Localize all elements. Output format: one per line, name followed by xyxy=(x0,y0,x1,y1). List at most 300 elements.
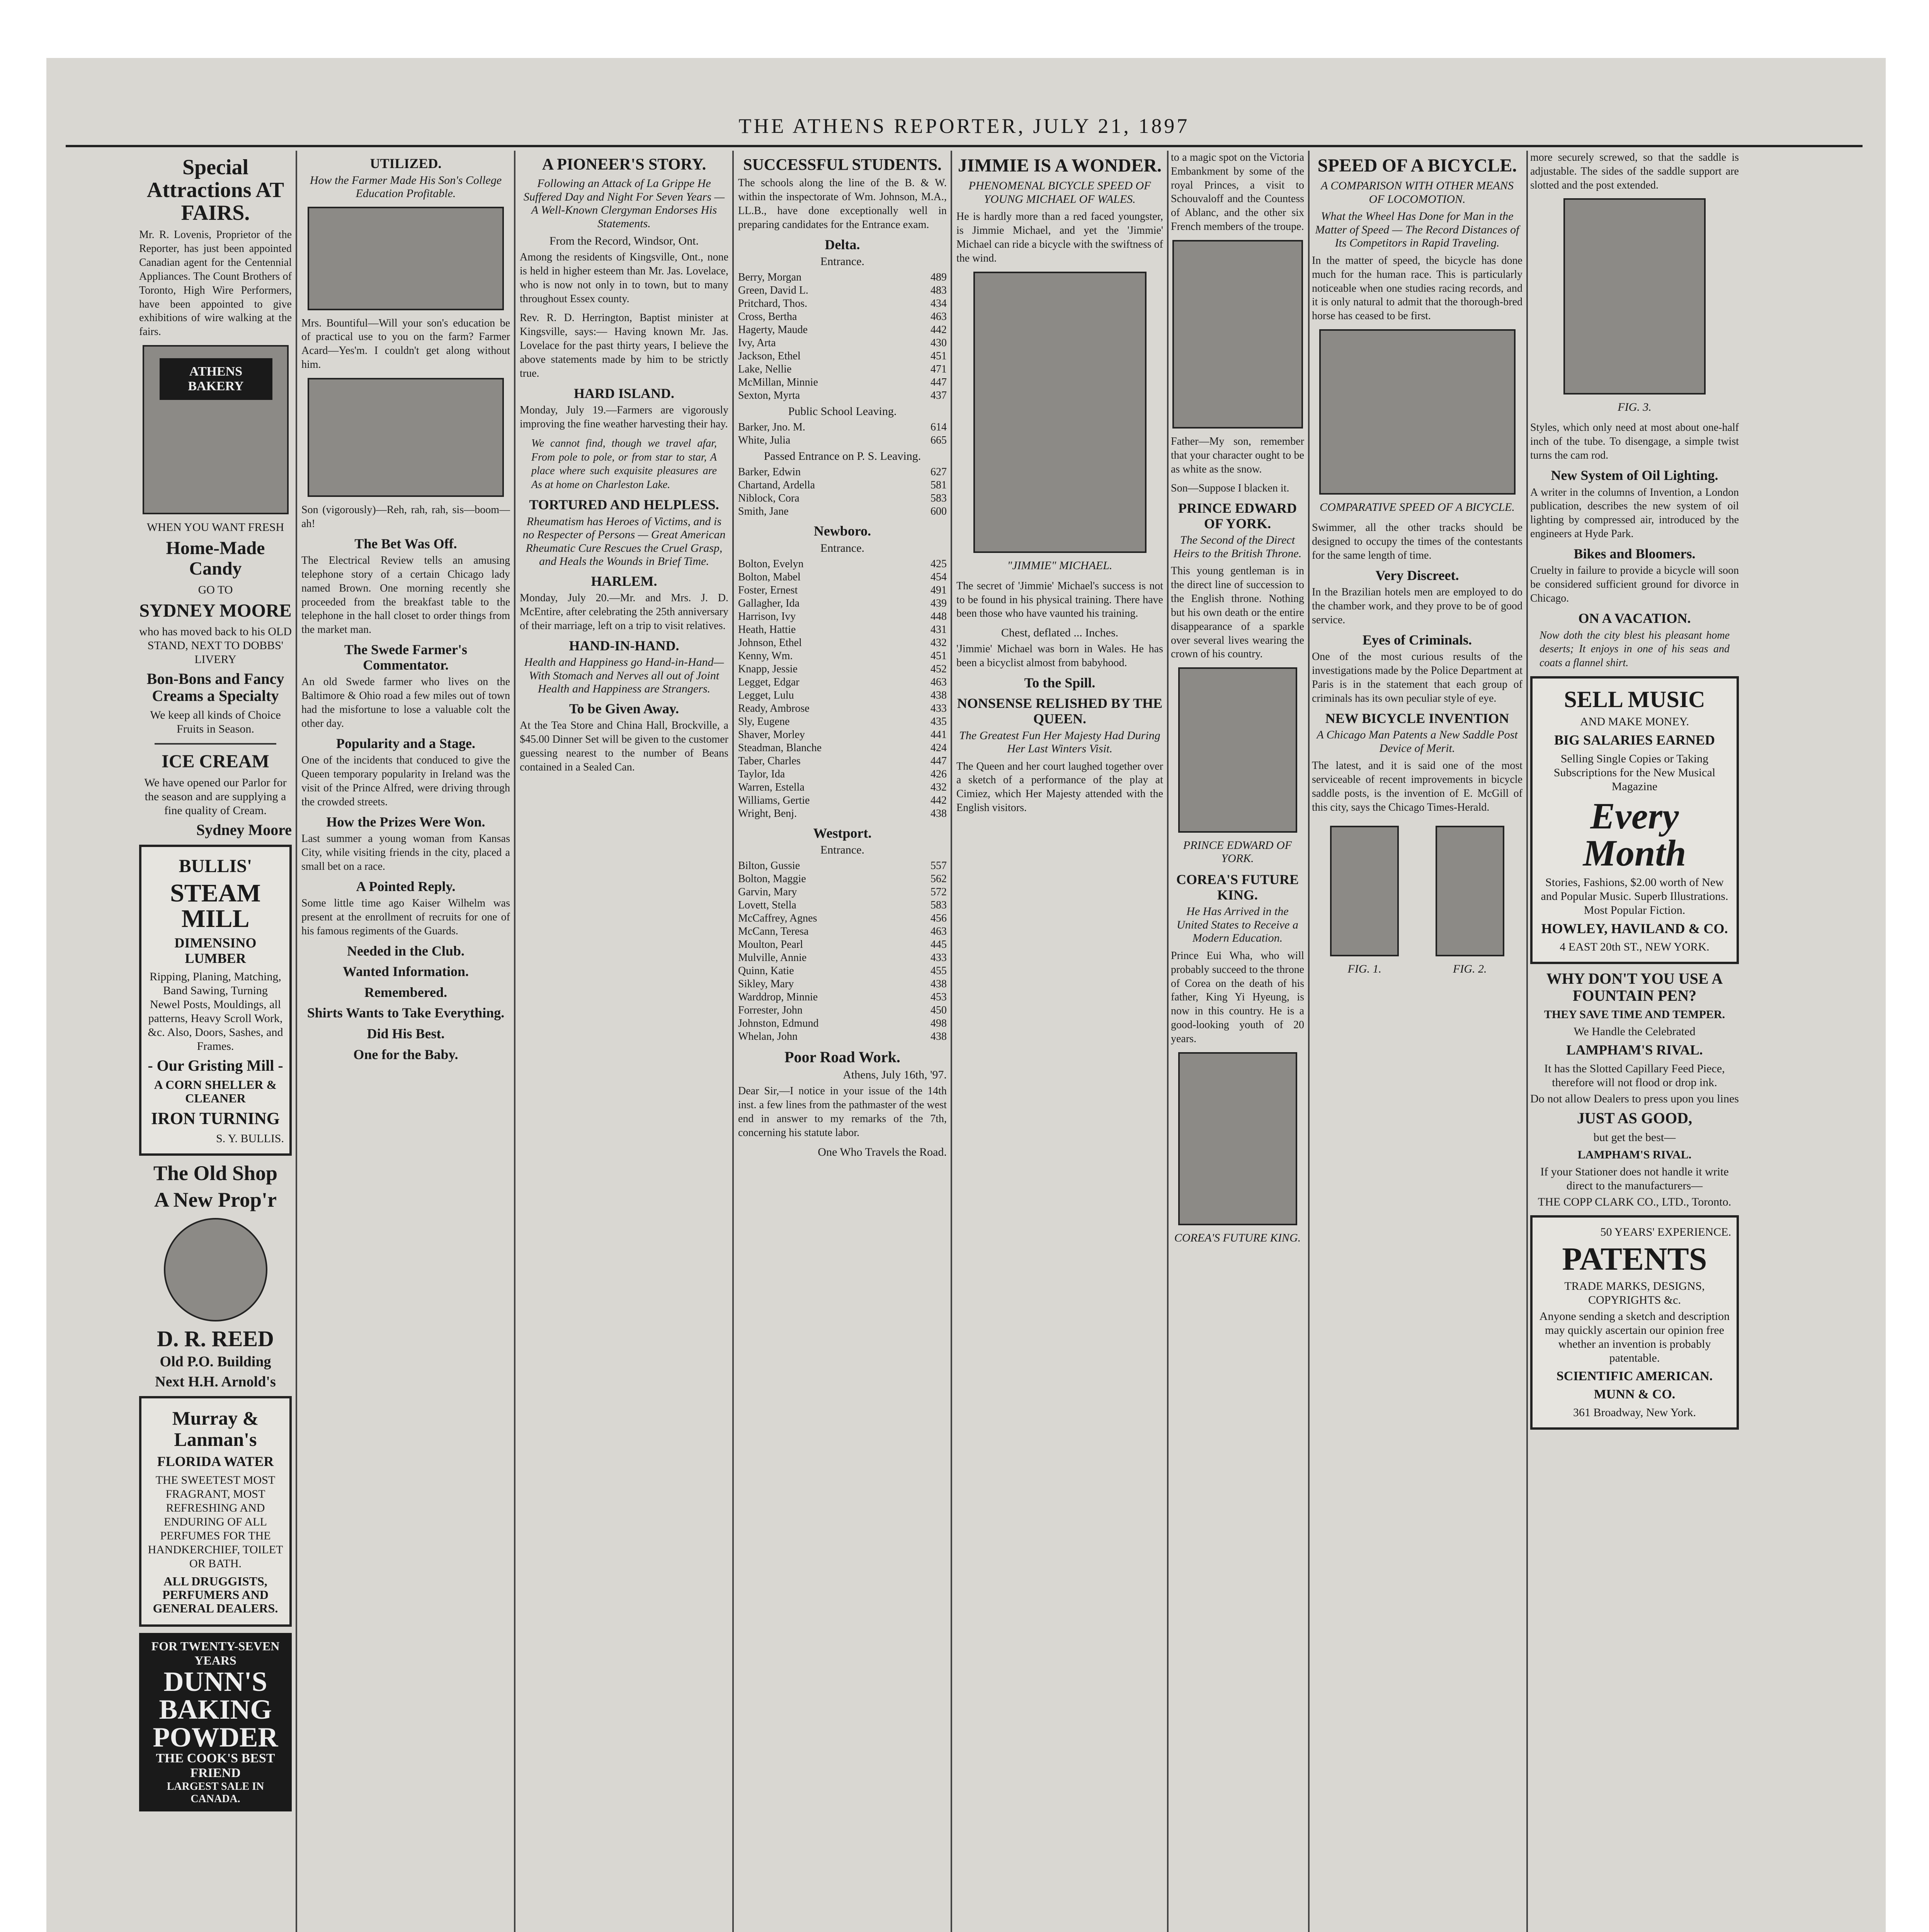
result-row xyxy=(738,1004,947,1017)
result-row xyxy=(738,991,947,1004)
student-score: 498 xyxy=(930,1017,947,1030)
exam-label: Entrance. xyxy=(820,844,865,857)
reed-name: D. R. REED xyxy=(157,1326,274,1351)
result-row xyxy=(738,663,947,676)
bakery-sign: ATHENS BAKERY xyxy=(160,358,272,400)
big-salaries: BIG SALARIES EARNED xyxy=(1554,732,1715,748)
measurements-table: Chest, deflated ... Inches. xyxy=(1001,626,1119,639)
go-to: GO TO xyxy=(198,583,233,596)
article-heading: To be Given Away. xyxy=(569,701,679,716)
article-heading: NEW BICYCLE INVENTION xyxy=(1325,710,1509,726)
student-score: 434 xyxy=(930,298,947,310)
student-score: 424 xyxy=(930,742,947,754)
result-row xyxy=(738,610,947,623)
patents-heading: PATENTS xyxy=(1562,1241,1707,1277)
ripping-text: Ripping, Planing, Matching, Band Sawing, Turning Newel Posts, Mouldings, all patterns, Heavy Scroll Work, &c. Also, Doors, Sashes, and Frames. xyxy=(148,970,283,1053)
student-score: 463 xyxy=(930,925,947,938)
student-name: Taber, Charles xyxy=(738,755,801,767)
steam-mill: STEAM MILL xyxy=(170,879,261,933)
article-text: more securely screwed, so that the saddle is adjustable. The sides of the saddle support are slotted and the post extended. xyxy=(1530,151,1739,191)
article-text: Mrs. Bountiful—Will your son's education be of practical use to you on the farm? Farmer Acard—Yes'm. I couldn't get along without him. xyxy=(301,317,510,371)
munn-co: MUNN & CO. xyxy=(1594,1387,1676,1402)
article-text: Some little time ago Kaiser Wilhelm was present at the enrollment of recruits for one of his famous regiments of the Guards. xyxy=(301,897,510,937)
student-score: 450 xyxy=(930,1004,947,1017)
student-name: Sly, Eugene xyxy=(738,715,790,728)
article-heading: HARLEM. xyxy=(591,573,657,589)
column-york xyxy=(1171,151,1304,1932)
ice-cream-heading: ICE CREAM xyxy=(162,751,269,772)
portrait-caption: COREA'S FUTURE KING. xyxy=(1174,1231,1301,1244)
article-subheading: PHENOMENAL BICYCLE SPEED OF YOUNG MICHAEL OF WALES. xyxy=(968,179,1151,206)
every-month-logo: Every Month xyxy=(1583,795,1686,874)
lamphams-rival: LAMPHAM'S RIVAL. xyxy=(1577,1148,1692,1161)
every-month-text: Stories, Fashions, $2.00 worth of New and Popular Music. Superb Illustrations. Most Popular Fiction. xyxy=(1541,876,1728,917)
student-score: 452 xyxy=(930,663,947,675)
student-name: Bolton, Mabel xyxy=(738,571,801,583)
corn-sheller: A CORN SHELLER & CLEANER xyxy=(154,1078,277,1105)
result-row xyxy=(738,951,947,964)
column-rule xyxy=(951,151,952,1932)
student-name: Ivy, Arta xyxy=(738,337,776,349)
student-name: Sexton, Myrta xyxy=(738,389,800,402)
candy-heading: Home-Made Candy xyxy=(166,538,265,579)
signature: One Who Travels the Road. xyxy=(818,1145,947,1158)
student-score: 454 xyxy=(930,571,947,583)
column-rule xyxy=(296,151,297,1932)
lamphams-rival: LAMPHAM'S RIVAL. xyxy=(1566,1042,1703,1058)
article-subheading: Health and Happiness go Hand-in-Hand—With Stomach and Nerves all out of Joint Health and Happiness are Strangers. xyxy=(524,656,724,696)
result-row xyxy=(738,389,947,402)
column-rule xyxy=(514,151,515,1932)
results-list xyxy=(738,558,947,820)
student-score: 453 xyxy=(930,991,947,1003)
dont-allow: Do not allow Dealers to press upon you lines xyxy=(1530,1092,1739,1105)
attractions-text: Mr. R. Lovenis, Proprietor of the Reporter, has just been appointed Canadian agent for the Centennial Appliances. The Count Brothers of Toronto, High Wire Performers, have been appointed to give exhibitions of wire walking at the fairs. xyxy=(139,229,292,338)
student-score: 557 xyxy=(930,860,947,872)
article-subheading: A Chicago Man Patents a New Saddle Post Device of Merit. xyxy=(1317,728,1518,755)
student-score: 451 xyxy=(930,650,947,662)
student-name: Taylor, Ida xyxy=(738,768,785,780)
music-ad xyxy=(1530,676,1739,964)
column-students xyxy=(738,151,947,1932)
school-name: Westport. xyxy=(813,825,872,841)
result-row xyxy=(738,912,947,925)
article-text: The Electrical Review tells an amusing telephone story of a certain Chicago lady named Brown. One morning recently she proceeded from the breakfast table to the telephone in the hall closet to order things from the market man. xyxy=(301,554,510,636)
portrait-illustration xyxy=(1178,1052,1297,1225)
figure-row xyxy=(1312,820,1522,983)
student-score: 432 xyxy=(930,636,947,649)
result-row xyxy=(738,584,947,597)
largest-sale: LARGEST SALE IN CANADA. xyxy=(167,1781,264,1805)
article-text: An old Swede farmer who lives on the Baltimore & Ohio road a few miles out of town had the misfortune to lose a valuable colt the other day. xyxy=(301,676,510,730)
buggy-illustration xyxy=(308,378,504,497)
student-name: Jackson, Ethel xyxy=(738,350,801,362)
student-name: Harrison, Ivy xyxy=(738,610,796,622)
results-list xyxy=(738,466,947,518)
column-rule xyxy=(1308,151,1310,1932)
article-heading: SPEED OF A BICYCLE. xyxy=(1317,155,1517,176)
howley-address: 4 EAST 20th ST., NEW YORK. xyxy=(1560,940,1710,954)
result-row xyxy=(738,728,947,742)
cartoon-illustration xyxy=(308,207,504,310)
article-subheading: How the Farmer Made His Son's College Education Profitable. xyxy=(310,173,502,200)
result-row xyxy=(738,807,947,820)
student-name: Barker, Edwin xyxy=(738,466,801,478)
student-name: Lovett, Stella xyxy=(738,899,796,912)
student-score: 438 xyxy=(930,689,947,701)
article-heading: A PIONEER'S STORY. xyxy=(542,156,706,173)
article-heading: A Pointed Reply. xyxy=(356,878,456,894)
cyclist-illustration xyxy=(973,272,1147,553)
article-heading: The Swede Farmer's Commentator. xyxy=(344,642,467,673)
student-score: 614 xyxy=(930,421,947,434)
speed-illustration xyxy=(1319,329,1516,495)
article-heading: To the Spill. xyxy=(1024,675,1095,690)
saddle-post-illustration xyxy=(1330,826,1399,956)
munn-address: 361 Broadway, New York. xyxy=(1573,1406,1696,1419)
cooks-friend: THE COOK'S BEST FRIEND xyxy=(156,1751,275,1781)
student-name: White, Julia xyxy=(738,434,791,447)
article-heading: Popularity and a Stage. xyxy=(336,735,476,751)
results-list xyxy=(738,271,947,402)
student-name: Berry, Morgan xyxy=(738,271,802,284)
article-text: This young gentleman is in the direct line of succession to the English throne. Nothing but his own death or the entire disappearance of a sparkle over several lives wearing the crown of his country. xyxy=(1171,565,1304,660)
divider xyxy=(155,743,276,745)
student-name: Kenny, Wm. xyxy=(738,650,793,662)
article-text: Swimmer, all the other tracks should be designed to occupy the times of the contestants for the same length of time. xyxy=(1312,522,1522,561)
dateline: From the Record, Windsor, Ont. xyxy=(549,235,699,248)
student-name: Wright, Benj. xyxy=(738,807,797,820)
article-subheading: What the Wheel Has Done for Man in the Matter of Speed — The Record Distances of Its Competitors in Rapid Traveling. xyxy=(1315,210,1519,250)
figure xyxy=(1436,820,1504,983)
student-name: Barker, Jno. M. xyxy=(738,421,805,434)
result-row xyxy=(738,650,947,663)
article-subheading: Following an Attack of La Grippe He Suffered Day and Night For Seven Years — A Well-Known Clergyman Endorses His Statements. xyxy=(523,177,725,230)
student-score: 435 xyxy=(930,715,947,728)
masthead: THE ATHENS REPORTER, JULY 21, 1897 xyxy=(66,114,1863,147)
student-name: Chartand, Ardella xyxy=(738,479,815,492)
illustration-caption: COMPARATIVE SPEED OF A BICYCLE. xyxy=(1320,501,1515,514)
figure-caption: FIG. 3. xyxy=(1618,401,1652,414)
article-subheading: He Has Arrived in the United States to Receive a Modern Education. xyxy=(1177,905,1298,945)
results-list xyxy=(738,859,947,1043)
student-score: 438 xyxy=(930,807,947,820)
article-heading: One for the Baby. xyxy=(353,1046,458,1062)
article-heading: PRINCE EDWARD OF YORK. xyxy=(1178,500,1297,531)
student-score: 581 xyxy=(930,479,947,492)
student-name: Steadman, Blanche xyxy=(738,742,822,754)
twenty-seven-years: FOR TWENTY-SEVEN YEARS xyxy=(151,1639,280,1668)
article-text: In the matter of speed, the bicycle has done much for the human race. This is particularly noticeable when one studies racing records, and it is only natural to admit that the thorough-bred horse has ceased to be first. xyxy=(1312,254,1522,322)
article-subheading: A COMPARISON WITH OTHER MEANS OF LOCOMOTION. xyxy=(1321,179,1514,206)
article-text: Dear Sir,—I notice in your issue of the 14th inst. a few lines from the pathmaster of the west end in answer to my remarks of the 7th, concerning his statute labor. xyxy=(738,1085,947,1139)
bonbons: Bon-Bons and Fancy Creams a Specialty xyxy=(146,670,284,705)
result-row xyxy=(738,964,947,978)
student-name: Gallagher, Ida xyxy=(738,597,800,609)
student-name: Cross, Bertha xyxy=(738,311,797,323)
student-score: 441 xyxy=(930,728,947,741)
student-name: Legget, Edgar xyxy=(738,676,799,688)
result-row xyxy=(738,337,947,350)
result-row xyxy=(738,636,947,650)
article-heading: Needed in the Club. xyxy=(347,943,465,959)
student-score: 426 xyxy=(930,768,947,780)
article-text: Prince Eui Wha, who will probably succeed to the throne of Corea on the death of his father, King Yi Hyeung, is now in this country. He is a good-looking youth of 20 years. xyxy=(1171,949,1304,1045)
article-text: Rev. R. D. Herrington, Baptist minister at Kingsville, says:— Having known Mr. Jas. Lovelace for the past thirty years, I believe the above statements made by him to be strictly true. xyxy=(520,312,728,379)
result-row xyxy=(738,689,947,702)
cartoon-reply: Son—Suppose I blacken it. xyxy=(1171,482,1289,495)
column-utilized xyxy=(301,151,510,1932)
old-shop: The Old Shop xyxy=(153,1161,278,1185)
figure xyxy=(1330,820,1399,983)
student-score: 572 xyxy=(930,886,947,898)
student-score: 471 xyxy=(930,363,947,376)
dunns-ad xyxy=(139,1633,292,1811)
article-text: One of the incidents that conduced to give the Queen temporary popularity in Ireland was the visit of the Prince Alfred, were driving through the crowded streets. xyxy=(301,754,510,808)
student-name: Forrester, John xyxy=(738,1004,803,1017)
result-row xyxy=(738,434,947,447)
article-text: to a magic spot on the Victoria Embankment by some of the royal Princes, a visit to Schouvaloff and the Countess of Ablanc, and the other six French members of the troupe. xyxy=(1171,151,1304,233)
student-score: 451 xyxy=(930,350,947,362)
student-name: Johnston, Edmund xyxy=(738,1017,819,1030)
post-office-building: Old P.O. Building xyxy=(160,1353,271,1370)
student-name: Pritchard, Thos. xyxy=(738,298,808,310)
result-row xyxy=(738,872,947,886)
dunns-baking-powder: DUNN'S BAKING POWDER xyxy=(153,1666,278,1753)
student-name: McCaffrey, Agnes xyxy=(738,912,817,925)
student-score: 665 xyxy=(930,434,947,447)
barber-illustration xyxy=(164,1218,267,1321)
student-score: 600 xyxy=(930,505,947,518)
result-row xyxy=(738,742,947,755)
article-text: Monday, July 20.—Mr. and Mrs. J. D. McEntire, after celebrating the 25th anniversary of their marriage, left on a trip to visit relatives. xyxy=(520,592,728,632)
cartoon-caption: Father—My son, remember that your character ought to be as white as the snow. xyxy=(1171,435,1304,475)
student-name: Warren, Estella xyxy=(738,781,805,793)
druggists: ALL DRUGGISTS, PERFUMERS AND GENERAL DEALERS. xyxy=(153,1574,278,1616)
result-row xyxy=(738,421,947,434)
article-text: At the Tea Store and China Hall, Brockville, a $45.00 Dinner Set will be given to the customer guessing nearest to the number of Beans contained in a Sealed Can. xyxy=(520,719,728,773)
moore-name: SYDNEY MOORE xyxy=(139,600,292,621)
new-proprietor: A New Prop'r xyxy=(154,1188,277,1212)
result-row xyxy=(738,271,947,284)
want-fresh: WHEN YOU WANT FRESH xyxy=(146,521,284,534)
article-text: The schools along the line of the B. & W. within the inspectorate of Wm. Johnson, M.A., LL.B., have done exceptionally well in preparing candidates for the Entrance exam. xyxy=(738,177,947,231)
article-heading: Did His Best. xyxy=(367,1026,445,1042)
moore-address: who has moved back to his OLD STAND, NEXT TO DOBBS' LIVERY xyxy=(139,625,292,666)
student-score: 433 xyxy=(930,952,947,964)
student-score: 463 xyxy=(930,676,947,688)
exam-label: Entrance. xyxy=(820,541,865,554)
student-score: 437 xyxy=(930,389,947,402)
student-name: Bilton, Gussie xyxy=(738,860,800,872)
student-score: 439 xyxy=(930,597,947,609)
result-row xyxy=(738,899,947,912)
florida-text: THE SWEETEST MOST FRAGRANT, MOST REFRESHING AND ENDURING OF ALL PERFUMES FOR THE HANDKERCHIEF, TOILET OR BATH. xyxy=(148,1473,283,1570)
article-heading: COREA'S FUTURE KING. xyxy=(1176,872,1299,903)
result-row xyxy=(738,925,947,938)
result-row xyxy=(738,479,947,492)
result-row xyxy=(738,1030,947,1043)
student-score: 483 xyxy=(930,284,947,297)
bullis-signature: S. Y. BULLIS. xyxy=(216,1132,284,1145)
but-get: but get the best— xyxy=(1593,1131,1676,1144)
article-heading: TORTURED AND HELPLESS. xyxy=(529,497,719,513)
result-row xyxy=(738,859,947,872)
portrait-illustration xyxy=(1178,667,1297,833)
student-score: 448 xyxy=(930,610,947,622)
results-list xyxy=(738,421,947,447)
school-name: Newboro. xyxy=(813,523,871,539)
article-heading: NONSENSE RELISHED BY THE QUEEN. xyxy=(957,696,1163,727)
handle-note: We Handle the Celebrated xyxy=(1573,1025,1696,1038)
figure-caption: FIG. 2. xyxy=(1453,963,1487,976)
student-score: 442 xyxy=(930,324,947,336)
attractions-heading: Special Attractions AT FAIRS. xyxy=(146,155,284,225)
patents-text: Anyone sending a sketch and description may quickly ascertain our opinion free whether an invention is probably patentable. xyxy=(1539,1310,1730,1364)
student-name: Smith, Jane xyxy=(738,505,789,518)
column-advertisements xyxy=(139,151,292,1932)
exam-label: Entrance. xyxy=(820,255,865,268)
student-score: 627 xyxy=(930,466,947,478)
student-name: Legget, Lulu xyxy=(738,689,794,701)
article-subheading: The Greatest Fun Her Majesty Had During Her Last Winters Visit. xyxy=(959,729,1160,755)
student-name: Niblock, Cora xyxy=(738,492,799,505)
article-text: A writer in the columns of Invention, a London publication, describes the new system of oil lighting by compressed air, introduced by the engineers at Hyde Park. xyxy=(1530,486,1739,540)
figure-caption: FIG. 1. xyxy=(1347,963,1381,976)
student-score: 489 xyxy=(930,271,947,284)
moore-signature: Sydney Moore xyxy=(196,821,292,839)
result-row xyxy=(738,505,947,518)
result-row xyxy=(738,781,947,794)
make-money: AND MAKE MONEY. xyxy=(1580,715,1689,728)
bullis-ad xyxy=(139,845,292,1156)
portrait-caption: PRINCE EDWARD OF YORK. xyxy=(1183,839,1292,865)
student-name: Foster, Ernest xyxy=(738,584,798,596)
article-heading: ON A VACATION. xyxy=(1578,610,1691,626)
student-name: Hagerty, Maude xyxy=(738,324,808,336)
article-heading: New System of Oil Lighting. xyxy=(1551,467,1718,483)
student-score: 463 xyxy=(930,311,947,323)
article-text: One of the most curious results of the investigations made by the Police Department at Paris is in the statement that each group of criminals has its own peculiar style of eye. xyxy=(1312,651,1522,704)
result-row xyxy=(738,492,947,505)
column-pioneer xyxy=(520,151,728,1932)
student-name: Quinn, Katie xyxy=(738,965,794,977)
copp-clark: THE COPP CLARK CO., LTD., Toronto. xyxy=(1538,1195,1732,1208)
article-text: Cruelty in failure to provide a bicycle will soon be considered sufficient ground for divorce in Chicago. xyxy=(1530,565,1739,605)
article-subheading: Rheumatism has Heroes of Victims, and is no Respecter of Persons — Great American Rheumatic Cure Rescues the Cruel Grasp, and Heals the Wounds in Brief Time. xyxy=(522,515,726,568)
student-name: Sikley, Mary xyxy=(738,978,794,990)
article-text: In the Brazilian hotels men are employed to do the chamber work, and they prove to be of good service. xyxy=(1312,586,1522,626)
student-score: 456 xyxy=(930,912,947,925)
result-row xyxy=(738,794,947,807)
column-ads-right xyxy=(1530,151,1739,1932)
school-name: Delta. xyxy=(825,236,860,252)
bullis-name: BULLIS' xyxy=(179,856,252,877)
student-name: Warddrop, Minnie xyxy=(738,991,818,1003)
iron-turning: IRON TURNING xyxy=(151,1109,280,1128)
article-text: Styles, which only need at most about one-half inch of the tube. To disengage, a simple twist turns the cam rod. xyxy=(1530,422,1739,462)
column-rule xyxy=(732,151,734,1932)
article-subheading: The Second of the Direct Heirs to the British Throne. xyxy=(1173,534,1302,560)
howley-haviland: HOWLEY, HAVILAND & CO. xyxy=(1541,920,1728,936)
result-row xyxy=(738,466,947,479)
result-row xyxy=(738,558,947,571)
result-row xyxy=(738,297,947,310)
article-heading: How the Prizes Were Won. xyxy=(326,814,485,830)
exam-label: Passed Entrance on P. S. Leaving. xyxy=(764,450,921,463)
fountain-pen-heading: WHY DON'T YOU USE A FOUNTAIN PEN? xyxy=(1546,970,1723,1005)
article-heading: Eyes of Criminals. xyxy=(1363,632,1472,648)
student-score: 447 xyxy=(930,376,947,389)
article-heading: Very Discreet. xyxy=(1375,567,1459,583)
student-name: Heath, Hattie xyxy=(738,623,796,636)
article-text: Son (vigorously)—Reh, rah, rah, sis—boom—ah! xyxy=(301,503,510,530)
student-name: Shaver, Morley xyxy=(738,728,805,741)
stationer-note: If your Stationer does not handle it write direct to the manufacturers— xyxy=(1540,1165,1729,1192)
every-month-sub: Selling Single Copies or Taking Subscriptions for the New Musical Magazine xyxy=(1553,752,1716,793)
student-score: 425 xyxy=(930,558,947,570)
result-row xyxy=(738,702,947,715)
student-name: McMillan, Minnie xyxy=(738,376,818,389)
article-heading: Wanted Information. xyxy=(342,964,469,980)
column-bicycle xyxy=(1312,151,1522,1932)
article-text: The Queen and her court laughed together over a sketch of a performance of the play at Cimiez, which Her Majesty attended with the English visitors. xyxy=(956,760,1163,814)
student-name: Bolton, Maggie xyxy=(738,873,806,885)
result-row xyxy=(738,676,947,689)
result-row xyxy=(738,715,947,728)
student-score: 491 xyxy=(930,584,947,596)
student-name: Williams, Gertie xyxy=(738,794,810,806)
fruits-note: We keep all kinds of Choice Fruits in Season. xyxy=(150,709,281,736)
student-score: 445 xyxy=(930,939,947,951)
student-name: McCann, Teresa xyxy=(738,925,809,938)
student-score: 433 xyxy=(930,702,947,714)
result-row xyxy=(738,755,947,768)
ice-cream-text: We have opened our Parlor for the season and are supplying a fine quality of Cream. xyxy=(144,776,287,817)
article-heading: SUCCESSFUL STUDENTS. xyxy=(743,156,942,174)
gristing-mill: - Our Gristing Mill - xyxy=(148,1057,283,1075)
column-rule xyxy=(1526,151,1528,1932)
result-row xyxy=(738,571,947,584)
article-heading: Poor Road Work. xyxy=(784,1048,900,1066)
article-heading: JIMMIE IS A WONDER. xyxy=(958,155,1162,176)
murray-lanman: Murray & Lanman's xyxy=(172,1407,259,1451)
article-text: Last summer a young woman from Kansas City, while visiting friends in the city, placed a small bet on a race. xyxy=(301,833,510,872)
florida-water: FLORIDA WATER xyxy=(157,1454,274,1469)
column-jimmie xyxy=(956,151,1163,1932)
exam-label: Public School Leaving. xyxy=(788,405,897,418)
fifty-years: 50 YEARS' EXPERIENCE. xyxy=(1600,1225,1731,1238)
slotted-feed: It has the Slotted Capillary Feed Piece, therefore will not flood or drop ink. xyxy=(1544,1062,1725,1089)
illustration-caption: "JIMMIE" MICHAEL. xyxy=(1007,559,1112,572)
student-name: Green, David L. xyxy=(738,284,808,297)
result-row xyxy=(738,376,947,389)
student-score: 583 xyxy=(930,492,947,505)
article-heading: HARD ISLAND. xyxy=(573,385,675,401)
student-score: 438 xyxy=(930,1031,947,1043)
student-score: 438 xyxy=(930,978,947,990)
result-row xyxy=(738,623,947,636)
student-name: Bolton, Evelyn xyxy=(738,558,804,570)
student-score: 562 xyxy=(930,873,947,885)
article-text: 'Jimmie' Michael was born in Wales. He has been a bicyclist almost from babyhood. xyxy=(956,643,1163,669)
result-row xyxy=(738,363,947,376)
result-row xyxy=(738,768,947,781)
dimensino-lumber: DIMENSINO LUMBER xyxy=(174,935,257,966)
murray-ad xyxy=(139,1396,292,1627)
article-heading: UTILIZED. xyxy=(370,156,442,171)
student-name: Johnson, Ethel xyxy=(738,636,802,649)
